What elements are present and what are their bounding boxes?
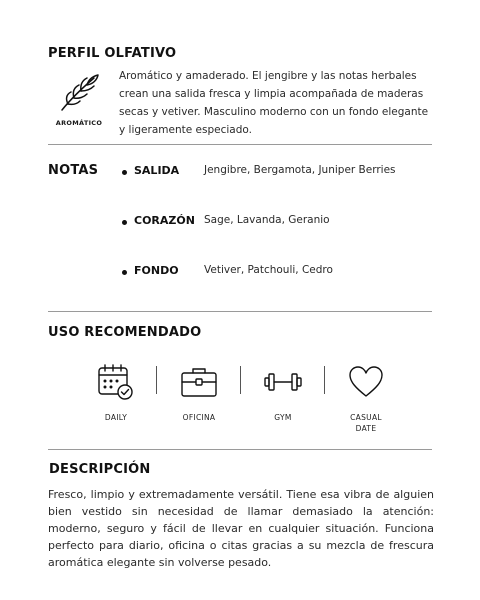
nota-name: SALIDA — [134, 164, 180, 177]
nota-row-corazon — [120, 213, 440, 231]
uso-item-gym — [241, 362, 325, 423]
notas-title: NOTAS — [48, 163, 99, 178]
bullet — [122, 220, 127, 225]
nota-name: FONDO — [134, 264, 179, 277]
descripcion-text: Fresco, limpio y extremadamente versátil. Tiene esa vibra de alguien bien vestido sin necesidad de llamar demasiado la atención: moderno, seguro y fácil de llevar en cualquier situación. Funciona perfecto para diario, oficina o citas gracias a su mezcla de frescura aromática elegante sin volverse pesado. — [48, 488, 434, 569]
herb-leaf-icon — [54, 74, 102, 114]
nota-value: Jengibre, Bergamota, Juniper Berries — [204, 164, 396, 176]
nota-row-salida — [120, 163, 440, 181]
nota-name: CORAZÓN — [134, 214, 195, 227]
dumbbell-icon — [263, 362, 303, 402]
divider — [48, 311, 432, 312]
uso-label-casual-date: CASUAL DATE — [350, 413, 382, 433]
perfil-description: Aromático y amaderado. El jengibre y las notas herbales crean una salida fresca y limpia acompañada de maderas secas y vetiver. Masculino moderno con un fondo elegante y ligeramente especiado. — [119, 70, 429, 136]
descripcion-title: DESCRIPCIÓN — [49, 462, 151, 477]
calendar-check-icon — [96, 362, 136, 402]
uso-label-oficina: OFICINA — [182, 413, 216, 422]
aromatico-label: AROMÁTICO — [55, 119, 103, 127]
uso-item-casual-date — [324, 362, 408, 434]
nota-row-fondo — [120, 263, 440, 281]
uso-recomendado-title: USO RECOMENDADO — [48, 325, 202, 340]
uso-item-oficina — [157, 362, 241, 423]
nota-value: Vetiver, Patchouli, Cedro — [204, 264, 333, 276]
divider — [48, 144, 432, 145]
uso-item-daily — [74, 362, 158, 423]
divider — [48, 449, 432, 450]
perfil-olfativo-title: PERFIL OLFATIVO — [48, 46, 177, 61]
nota-value: Sage, Lavanda, Geranio — [204, 214, 330, 226]
briefcase-icon — [179, 362, 219, 402]
heart-icon — [346, 362, 386, 402]
bullet — [122, 170, 127, 175]
uso-label-gym: GYM — [274, 413, 292, 422]
uso-label-daily: DAILY — [104, 413, 128, 422]
bullet — [122, 270, 127, 275]
